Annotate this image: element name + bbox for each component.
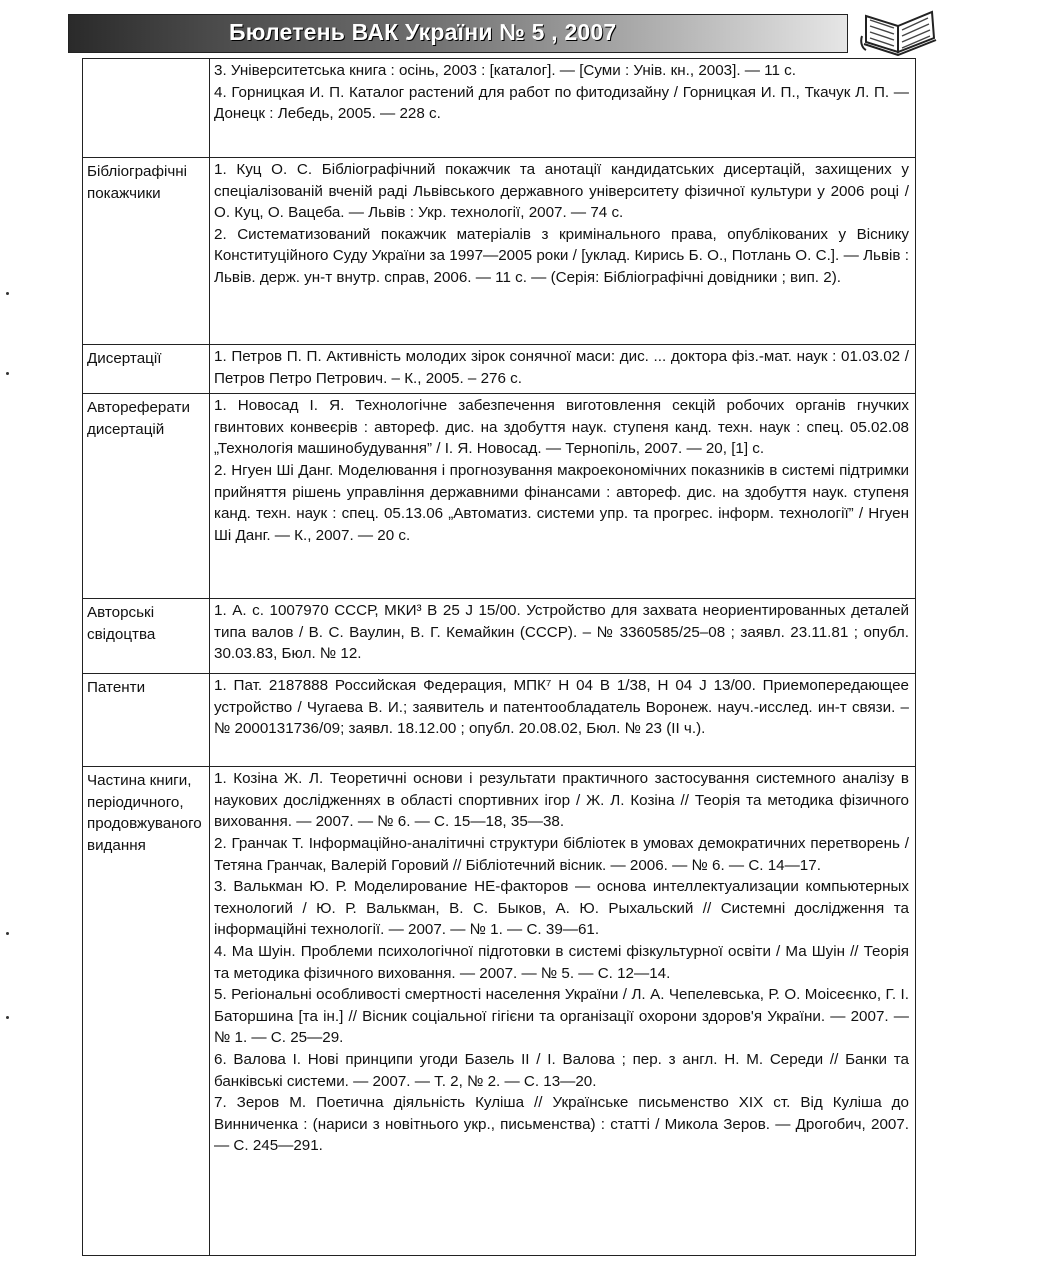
list-item bbox=[214, 833, 909, 876]
list-item bbox=[214, 1049, 909, 1092]
list-item bbox=[214, 159, 909, 224]
entries-cell bbox=[210, 345, 916, 394]
bibliography-table bbox=[82, 58, 916, 1256]
table-row bbox=[83, 158, 916, 345]
category-cell: Бібліографічні покажчики bbox=[83, 158, 210, 345]
entries-cell bbox=[210, 674, 916, 767]
category-cell bbox=[83, 59, 210, 158]
list-item bbox=[214, 675, 909, 740]
table-row bbox=[83, 345, 916, 394]
category-cell: Авторські свідоцтва bbox=[83, 599, 210, 674]
entry-text: 4. Ма Шуін. Проблеми психологічної підготовки в системі фізкультурної освіти / Ма Шуін // Теорія та методика фізичного виховання. — 2007. — № 5. — С. 12—14. bbox=[214, 942, 909, 982]
entry-text: 1. Куц О. С. Бібліографічний покажчик та анотації кандидатських дисертацій, захищених у спеціалізованій вченій раді Львівського державного університету фізичної культури у 2006 році / О. Куц, О. Вацеба. — Львів : Укр. технології, 2007. — 74 с. bbox=[214, 161, 909, 222]
entries-cell bbox=[210, 158, 916, 345]
scan-speck bbox=[6, 372, 9, 375]
scan-speck bbox=[6, 932, 9, 935]
list-item bbox=[214, 768, 909, 833]
entry-text: 3. Валькман Ю. Р. Моделирование НЕ-факторов — основа интеллектуализации компьютерных технологий / Ю. Р. Валькман, В. С. Быков, А. Ю. Рыхальский // Системні дослідження та інформаційні технології. — 2007. — № 1. — С. 39—61. bbox=[214, 878, 909, 939]
table-row bbox=[83, 767, 916, 1256]
entry-text: 7. Зеров М. Поетична діяльність Куліша // Українське письменство XIX ст. Від Куліша до Винниченка : (нариси з новітнього укр., письменства) : статті / Микола Зеров. — Дрогобич, 2007. — С. 245—291. bbox=[214, 1094, 909, 1155]
entry-text: 4. Горницкая И. П. Каталог растений для работ по фитодизайну / Горницкая И. П., Ткачук Л. П. — Донецк : Лебедь, 2005. — 228 с. bbox=[214, 83, 909, 123]
category-cell: Дисертації bbox=[83, 345, 210, 394]
entry-text: 3. Університетська книга : осінь, 2003 : [каталог]. — [Суми : Унів. кн., 2003]. — 11 с. bbox=[214, 62, 796, 79]
list-item bbox=[214, 984, 909, 1049]
table-row bbox=[83, 599, 916, 674]
bulletin-title: Бюлетень ВАК України № 5 , 2007 bbox=[229, 19, 617, 45]
list-item bbox=[214, 460, 909, 546]
list-item bbox=[214, 346, 909, 389]
entry-text: 1. Козіна Ж. Л. Теоретичні основи і результати практичного застосування системного аналізу в наукових дослідженнях в області спортивних ігор / Ж. Л. Козіна // Теорія та методика фізичного виховання. — 2007. — № 6. — С. 15—18, 35—38. bbox=[214, 770, 909, 831]
list-item bbox=[214, 60, 909, 82]
scan-speck bbox=[6, 1016, 9, 1019]
category-cell: Патенти bbox=[83, 674, 210, 767]
entry-text: 1. Новосад І. Я. Технологічне забезпечення виготовлення секцій робочих органів гнучких гвинтових конвеєрів : автореф. дис. на здобуття наук. ступеня канд. техн. наук : спец. 05.02.08 „Технологія машинобудування” / І. Я. Новосад. — Тернопіль, 2007. — 20, [1] с. bbox=[214, 397, 909, 458]
scan-speck bbox=[6, 292, 9, 295]
entry-text: 6. Валова І. Нові принципи угоди Базель ІІ / І. Валова ; пер. з англ. Н. М. Середи // Банки та банківські системи. — 2007. — Т. 2, № 2. — С. 13—20. bbox=[214, 1050, 909, 1090]
entries-cell bbox=[210, 767, 916, 1256]
entry-text: 1. А. с. 1007970 СССР, МКИ³ B 25 J 15/00. Устройство для захвата неориентированных деталей типа валов / В. С. Ваулин, В. Г. Кемайкин (СССР). – № 3360585/25–08 ; заявл. 23.11.81 ; опубл. 30.03.83, Бюл. № 12. bbox=[214, 602, 909, 663]
table-row bbox=[83, 59, 916, 158]
entry-text: 1. Пат. 2187888 Российская Федерация, МПК⁷ H 04 B 1/38, H 04 J 13/00. Приемопередающее устройство / Чугаева В. И.; заявитель и патентообладатель Воронеж. науч.-исслед. ин-т связи. – № 2000131736/09; заявл. 18.12.00 ; опубл. 20.08.02, Бюл. № 23 (II ч.). bbox=[214, 677, 909, 738]
list-item bbox=[214, 1092, 909, 1157]
list-item bbox=[214, 876, 909, 941]
category-cell: Автореферати дисертацій bbox=[83, 394, 210, 599]
entry-text: 2. Нгуен Ші Данг. Моделювання і прогнозування макроекономічних показників в системі підтримки прийняття рішень управління державними фінансами : автореф. дис. на здобуття наук. ступеня канд. техн. наук : спец. 05.13.06 „Автоматиз. системи упр. та прогрес. інформ. технології” / Нгуен Ші Данг. — К., 2007. — 20 с. bbox=[214, 461, 909, 544]
entries-cell bbox=[210, 394, 916, 599]
entry-text: 1. Петров П. П. Активність молодих зірок сонячної маси: дис. ... доктора фіз.-мат. наук : 01.03.02 / Петров Петро Петрович. – К., 2005. – 276 с. bbox=[214, 348, 909, 387]
list-item bbox=[214, 600, 909, 665]
list-item bbox=[214, 224, 909, 289]
entries-cell bbox=[210, 599, 916, 674]
entry-text: 2. Гранчак Т. Інформаційно-аналітичні структури бібліотек в умовах демократичних перетворень / Тетяна Гранчак, Валерій Горовий // Бібліотечний вісник. — 2006. — № 6. — С. 14—17. bbox=[214, 834, 909, 874]
table-row bbox=[83, 674, 916, 767]
table-row bbox=[83, 394, 916, 599]
entry-text: 5. Регіональні особливості смертності населення України / Л. А. Чепелевська, Р. О. Моісеєнко, Г. І. Баторшина [та ін.] // Вісник соціальної гігієни та організації охорони здоров'я України. — 2007. — № 1. — С. 25—29. bbox=[214, 986, 909, 1047]
list-item bbox=[214, 82, 909, 125]
bulletin-header-banner bbox=[68, 14, 848, 53]
open-book-icon bbox=[860, 2, 940, 56]
entries-cell bbox=[210, 59, 916, 158]
category-cell: Частина книги, періодичного, продовжуваного видання bbox=[83, 767, 210, 1256]
list-item bbox=[214, 395, 909, 460]
entry-text: 2. Систематизований покажчик матеріалів з кримінального права, опублікованих у Віснику Конституційного Суду України за 1997—2005 роки / [уклад. Кирись Б. О., Потлань О. С.]. — Львів : Львів. держ. ун-т внутр. справ, 2006. — 11 с. — (Серія: Бібліографічні довідники ; вип. 2). bbox=[214, 225, 909, 286]
list-item bbox=[214, 941, 909, 984]
